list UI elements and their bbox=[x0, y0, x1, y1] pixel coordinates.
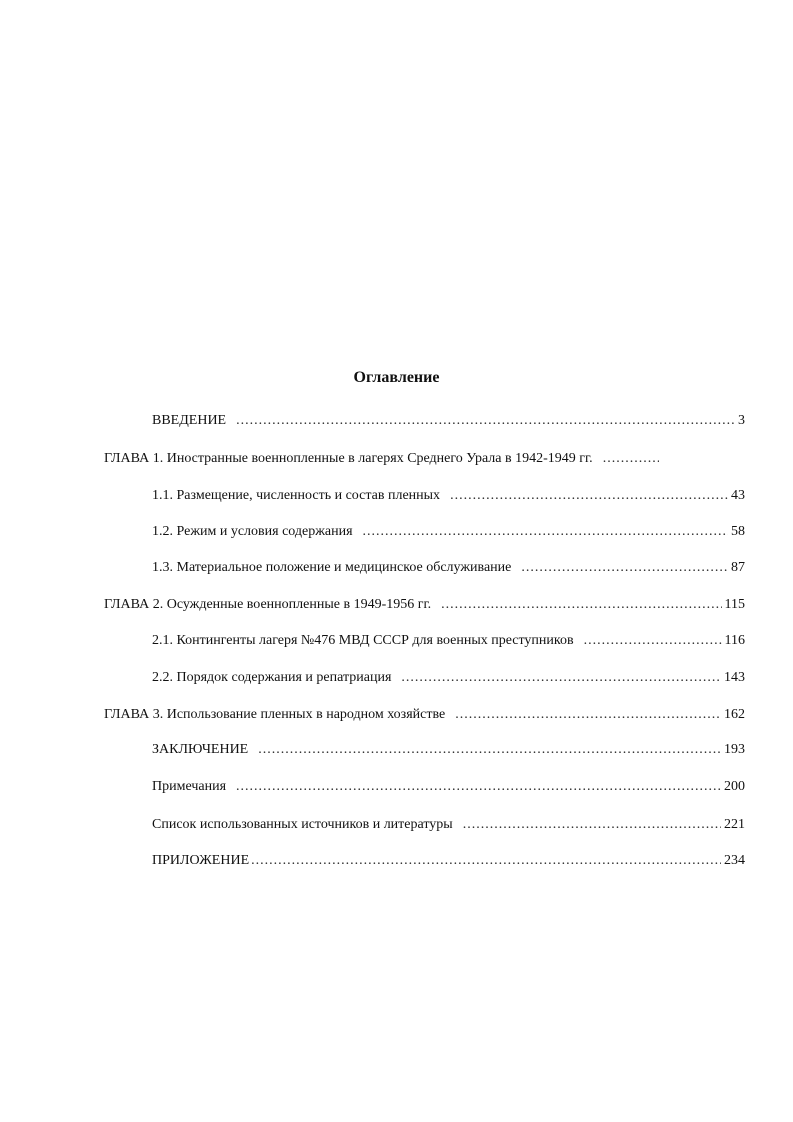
dot-leader bbox=[584, 632, 722, 650]
toc-entry-section-1-3 bbox=[152, 559, 745, 577]
toc-entry-page: 115 bbox=[724, 597, 745, 612]
toc-entry-label: ГЛАВА 1. Иностранные военнопленные в лагерях Среднего Урала в 1942-1949 гг. bbox=[104, 451, 593, 466]
toc-entry-label: ГЛАВА 2. Осужденные военнопленные в 1949-1956 гг. bbox=[104, 597, 432, 612]
toc-entry-chapter-2 bbox=[104, 596, 745, 614]
toc-entry-label: ВВЕДЕНИЕ bbox=[152, 413, 227, 428]
toc-entry-page: 200 bbox=[724, 779, 745, 794]
toc-entry-label: 1.1. Размещение, численность и состав пленных bbox=[152, 488, 441, 503]
dot-leader bbox=[258, 741, 721, 759]
toc-entry-page: 143 bbox=[724, 670, 745, 685]
dot-leader bbox=[603, 450, 659, 468]
toc-entry-section-2-1 bbox=[152, 632, 745, 650]
toc-entry-label: 2.2. Порядок содержания и репатриация bbox=[152, 670, 392, 685]
toc-entry-label: 2.1. Контингенты лагеря №476 МВД СССР для военных преступников bbox=[152, 633, 574, 648]
toc-entry-page: 87 bbox=[731, 560, 745, 575]
toc-entry-conclusion bbox=[152, 741, 745, 759]
dot-leader bbox=[251, 852, 721, 870]
toc-entry-chapter-1 bbox=[104, 450, 745, 468]
toc-entry-section-1-1 bbox=[152, 487, 745, 505]
dot-leader bbox=[455, 706, 721, 724]
dot-leader bbox=[236, 412, 735, 430]
toc-entry-label: Список использованных источников и литературы bbox=[152, 817, 453, 832]
toc-entry-page: 162 bbox=[724, 707, 745, 722]
toc-entry-bibliography bbox=[152, 816, 745, 834]
toc-entry-page: 193 bbox=[724, 742, 745, 757]
toc-entry-label: ПРИЛОЖЕНИЕ bbox=[152, 853, 250, 868]
toc-entry-page: 3 bbox=[738, 413, 745, 428]
toc-entry-section-1-2 bbox=[152, 523, 745, 541]
toc-entry-notes bbox=[152, 778, 745, 796]
toc-entry-label: ГЛАВА 3. Использование пленных в народном хозяйстве bbox=[104, 707, 446, 722]
dot-leader bbox=[521, 559, 728, 577]
toc-entry-page: 234 bbox=[724, 853, 745, 868]
dot-leader bbox=[450, 487, 728, 505]
toc-entry-chapter-3 bbox=[104, 706, 745, 724]
dot-leader bbox=[441, 596, 721, 614]
toc-entry-appendix bbox=[152, 852, 745, 870]
toc-entry-label: ЗАКЛЮЧЕНИЕ bbox=[152, 742, 249, 757]
toc-entry-label: Примечания bbox=[152, 779, 227, 794]
page-title: Оглавление bbox=[353, 369, 440, 386]
dot-leader bbox=[236, 778, 721, 796]
toc-entry-page: 116 bbox=[724, 633, 745, 648]
toc-entry-label: 1.3. Материальное положение и медицинское обслуживание bbox=[152, 560, 512, 575]
dot-leader bbox=[463, 816, 721, 834]
toc-entry-label: 1.2. Режим и условия содержания bbox=[152, 524, 353, 539]
toc-entry-page: 221 bbox=[724, 817, 745, 832]
toc-entry-introduction bbox=[152, 412, 745, 430]
toc-entry-section-2-2 bbox=[152, 669, 745, 687]
dot-leader bbox=[401, 669, 721, 687]
dot-leader bbox=[363, 523, 728, 541]
toc-entry-page: 43 bbox=[731, 488, 745, 503]
toc-entry-page: 58 bbox=[731, 524, 745, 539]
